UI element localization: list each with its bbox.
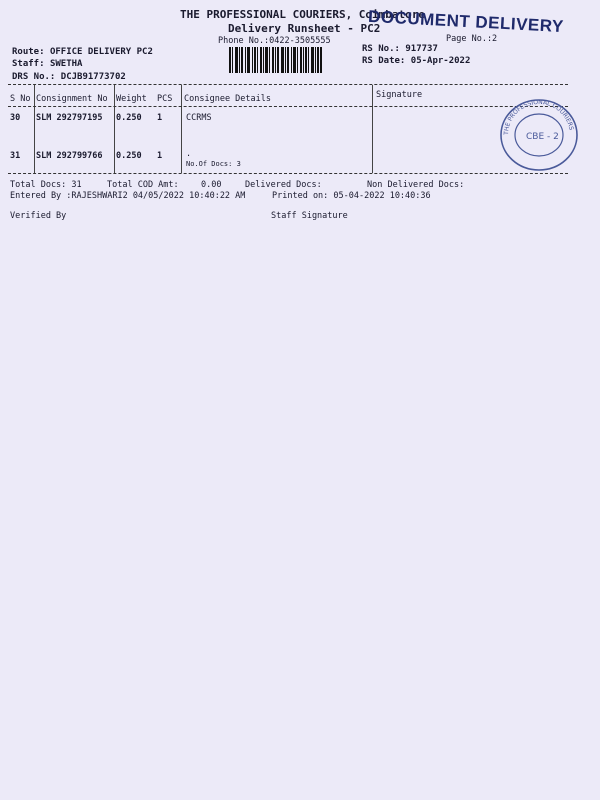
route-row (12, 47, 153, 57)
rs-number-value: 917737 (405, 44, 438, 54)
staff-label: Staff: (12, 59, 45, 69)
row-consignee: . (186, 149, 192, 159)
col-header-consignment: Consignment No (36, 94, 108, 104)
table-top-rule (8, 84, 568, 85)
non-delivered-docs: Non Delivered Docs: (367, 180, 465, 190)
route-label: Route: (12, 47, 45, 57)
rs-date-row (362, 56, 470, 66)
staff-signature: Staff Signature (271, 211, 348, 221)
rs-number-row (362, 44, 438, 54)
row-consignment: SLM 292797195 (36, 113, 103, 123)
runsheet-title: Delivery Runsheet - PC2 (228, 22, 381, 35)
drs-value: DCJB91773702 (60, 72, 126, 82)
col-header-signature: Signature (376, 90, 423, 100)
verified-by: Verified By (10, 211, 67, 221)
row-pcs: 1 (157, 151, 163, 161)
rs-number-label: RS No.: (362, 44, 400, 54)
row-weight: 0.250 (116, 151, 142, 161)
phone-number: Phone No.:0422-3505555 (218, 36, 331, 46)
office-seal (496, 96, 582, 174)
col-header-weight: Weight (116, 94, 147, 104)
header-rule (8, 106, 568, 107)
drs-row (12, 72, 126, 82)
seal-code: CBE - 2 (526, 132, 559, 142)
column-divider (34, 85, 35, 173)
seal-ring-text: THE PROFESSIONAL COURIERS (502, 98, 575, 136)
row-consignment: SLM 292799766 (36, 151, 103, 161)
col-header-pcs: PCS (157, 94, 173, 104)
delivered-docs: Delivered Docs: (245, 180, 322, 190)
row-sno: 31 (10, 151, 21, 161)
rs-date-label: RS Date: (362, 56, 406, 66)
document-delivery-stamp: DOCUMENT DELIVERY (367, 6, 565, 37)
barcode (229, 47, 327, 73)
column-divider (372, 85, 373, 173)
row-doc-count: No.Of Docs: 3 (186, 160, 241, 168)
row-sno: 30 (10, 113, 21, 123)
column-divider (181, 85, 182, 173)
staff-row (12, 59, 82, 69)
page-number: Page No.:2 (446, 34, 498, 44)
total-cod-value: 0.00 (201, 180, 222, 190)
col-header-consignee: Consignee Details (184, 94, 271, 104)
drs-label: DRS No.: (12, 72, 56, 82)
company-name: THE PROFESSIONAL COURIERS, Coimbatore (180, 8, 426, 21)
row-consignee: CCRMS (186, 113, 212, 123)
route-value: OFFICE DELIVERY PC2 (49, 47, 153, 57)
table-bottom-rule (8, 173, 568, 174)
entered-by: Entered By :RAJESHWARI2 04/05/2022 10:40:22 AM (10, 191, 246, 201)
col-header-sno: S No (10, 94, 31, 104)
rs-date-value: 05-Apr-2022 (410, 56, 471, 66)
total-cod-label: Total COD Amt: (107, 180, 179, 190)
printed-on: Printed on: 05-04-2022 10:40:36 (272, 191, 431, 201)
staff-value: SWETHA (49, 59, 83, 69)
column-divider (114, 85, 115, 173)
row-weight: 0.250 (116, 113, 142, 123)
row-pcs: 1 (157, 113, 163, 123)
total-docs: Total Docs: 31 (10, 180, 82, 190)
